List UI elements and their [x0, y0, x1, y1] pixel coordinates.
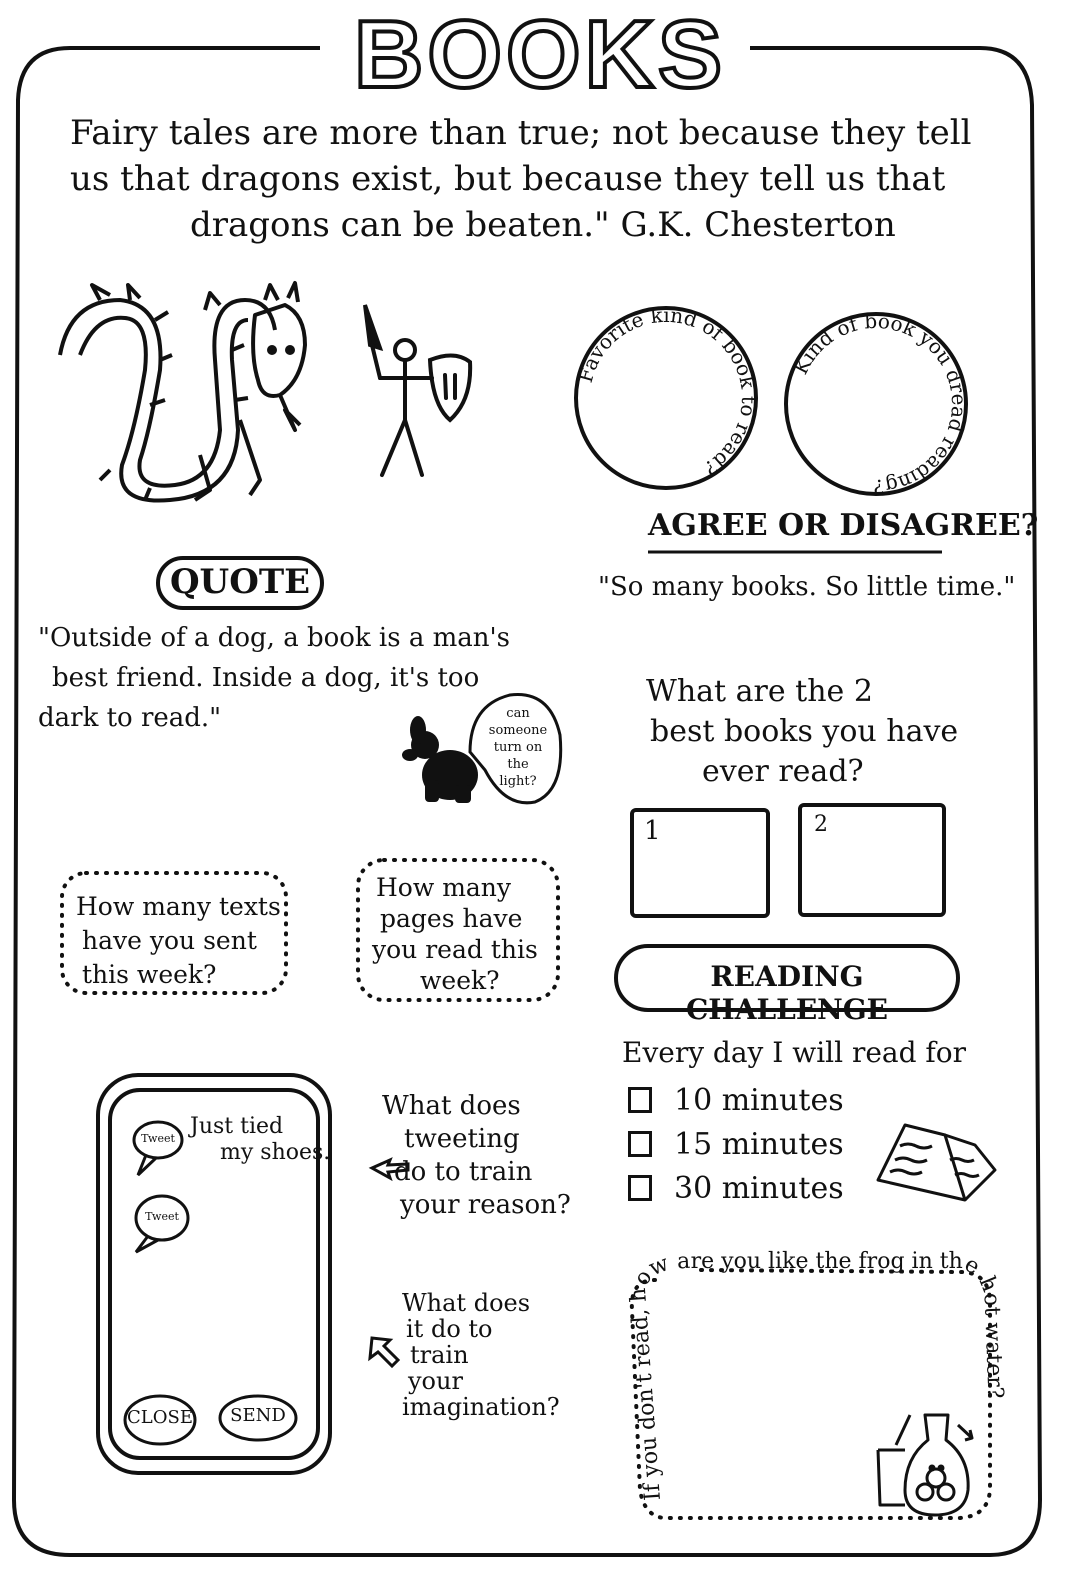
- texts-line: this week?: [82, 960, 217, 989]
- dog-bubble-line: can: [506, 706, 530, 721]
- tweet-label-2: Tweet: [145, 1210, 179, 1223]
- option-30-minutes[interactable]: [628, 1166, 844, 1210]
- pages-question: [372, 872, 562, 996]
- two-books-question: [640, 672, 980, 792]
- pages-line: week?: [420, 966, 500, 995]
- frog-question-text: If you don't read, how are you like the frog in the hot water?: [625, 1248, 1008, 1502]
- pages-line: How many: [376, 873, 512, 902]
- tweeting-line: tweeting: [404, 1124, 520, 1154]
- favorite-book-circle-text: Favorite kind of book to read?: [572, 302, 762, 481]
- tweeting-question: [382, 1090, 571, 1222]
- checkbox[interactable]: [628, 1131, 652, 1157]
- dog-quote: [38, 618, 510, 738]
- dog-bubble-text: [478, 705, 558, 790]
- page-title: BOOKS: [353, 1, 727, 108]
- imagination-line: it do to: [406, 1315, 493, 1343]
- best-book-box-1-number: 1: [644, 816, 661, 846]
- tweeting-line: your reason?: [400, 1190, 571, 1220]
- texts-line: have you sent: [82, 926, 257, 955]
- texts-question: [76, 890, 286, 992]
- two-books-line: What are the 2: [646, 674, 873, 709]
- dog-quote-line: dark to read.": [38, 703, 222, 733]
- checkbox[interactable]: [628, 1175, 652, 1201]
- pages-line: you read this: [372, 935, 538, 964]
- option-15-minutes[interactable]: [628, 1122, 844, 1166]
- imagination-line: your: [408, 1367, 463, 1395]
- tweeting-line: do to train: [394, 1157, 533, 1187]
- dog-bubble-line: turn on: [493, 740, 543, 755]
- agree-heading: AGREE OR DISAGREE?: [648, 508, 1039, 543]
- two-books-line: ever read?: [702, 754, 864, 789]
- dog-bubble-line: someone: [488, 723, 548, 738]
- imagination-question: [402, 1290, 560, 1420]
- dog-bubble-line: the: [507, 757, 529, 772]
- option-label: 15 minutes: [674, 1126, 844, 1162]
- frog-in-jar-illustration: [878, 1415, 972, 1515]
- imagination-line: train: [410, 1341, 469, 1369]
- stick-knight-illustration: [365, 305, 470, 475]
- option-label: 30 minutes: [674, 1170, 844, 1206]
- tweet-text: [190, 1114, 330, 1166]
- open-book-illustration: [878, 1125, 995, 1200]
- dog-quote-line: best friend. Inside a dog, it's too: [52, 663, 480, 693]
- pages-line: pages have: [380, 904, 523, 933]
- imagination-line: imagination?: [402, 1393, 560, 1421]
- option-10-minutes[interactable]: [628, 1078, 844, 1122]
- frog-dotted-box: [632, 1270, 990, 1518]
- reading-challenge-intro: Every day I will read for: [622, 1036, 967, 1069]
- two-books-line: best books you have: [650, 714, 959, 749]
- chesterton-quote-line: dragons can be beaten." G.K. Chesterton: [190, 205, 896, 245]
- tweet-text-line: my shoes.: [220, 1140, 331, 1165]
- option-label: 10 minutes: [674, 1082, 844, 1118]
- best-book-box-2-number: 2: [814, 812, 828, 837]
- close-button[interactable]: CLOSE: [127, 1407, 193, 1428]
- agree-quote: "So many books. So little time.": [598, 572, 1016, 602]
- texts-line: How many texts: [76, 892, 281, 921]
- up-left-arrow-icon: [370, 1338, 398, 1366]
- tweet-label-1: Tweet: [141, 1132, 175, 1145]
- quote-label: QUOTE: [169, 562, 311, 602]
- chesterton-quote: [60, 110, 980, 248]
- dog-bubble-line: light?: [499, 774, 537, 789]
- reading-challenge-label: READING CHALLENGE: [685, 960, 889, 1026]
- dread-book-circle-text: Kind of book you dread reading?: [788, 308, 972, 500]
- imagination-line: What does: [402, 1289, 531, 1317]
- tweet-text-line: Just tied: [190, 1114, 284, 1139]
- chesterton-quote-line: Fairy tales are more than true; not because they tell: [70, 113, 972, 153]
- dragon-illustration: [60, 283, 305, 501]
- send-button[interactable]: SEND: [230, 1405, 286, 1426]
- dog-quote-line: "Outside of a dog, a book is a man's: [38, 623, 511, 653]
- reading-options: [628, 1078, 844, 1210]
- tweeting-line: What does: [382, 1091, 521, 1121]
- chesterton-quote-line: us that dragons exist, but because they tell us that: [70, 159, 946, 199]
- checkbox[interactable]: [628, 1087, 652, 1113]
